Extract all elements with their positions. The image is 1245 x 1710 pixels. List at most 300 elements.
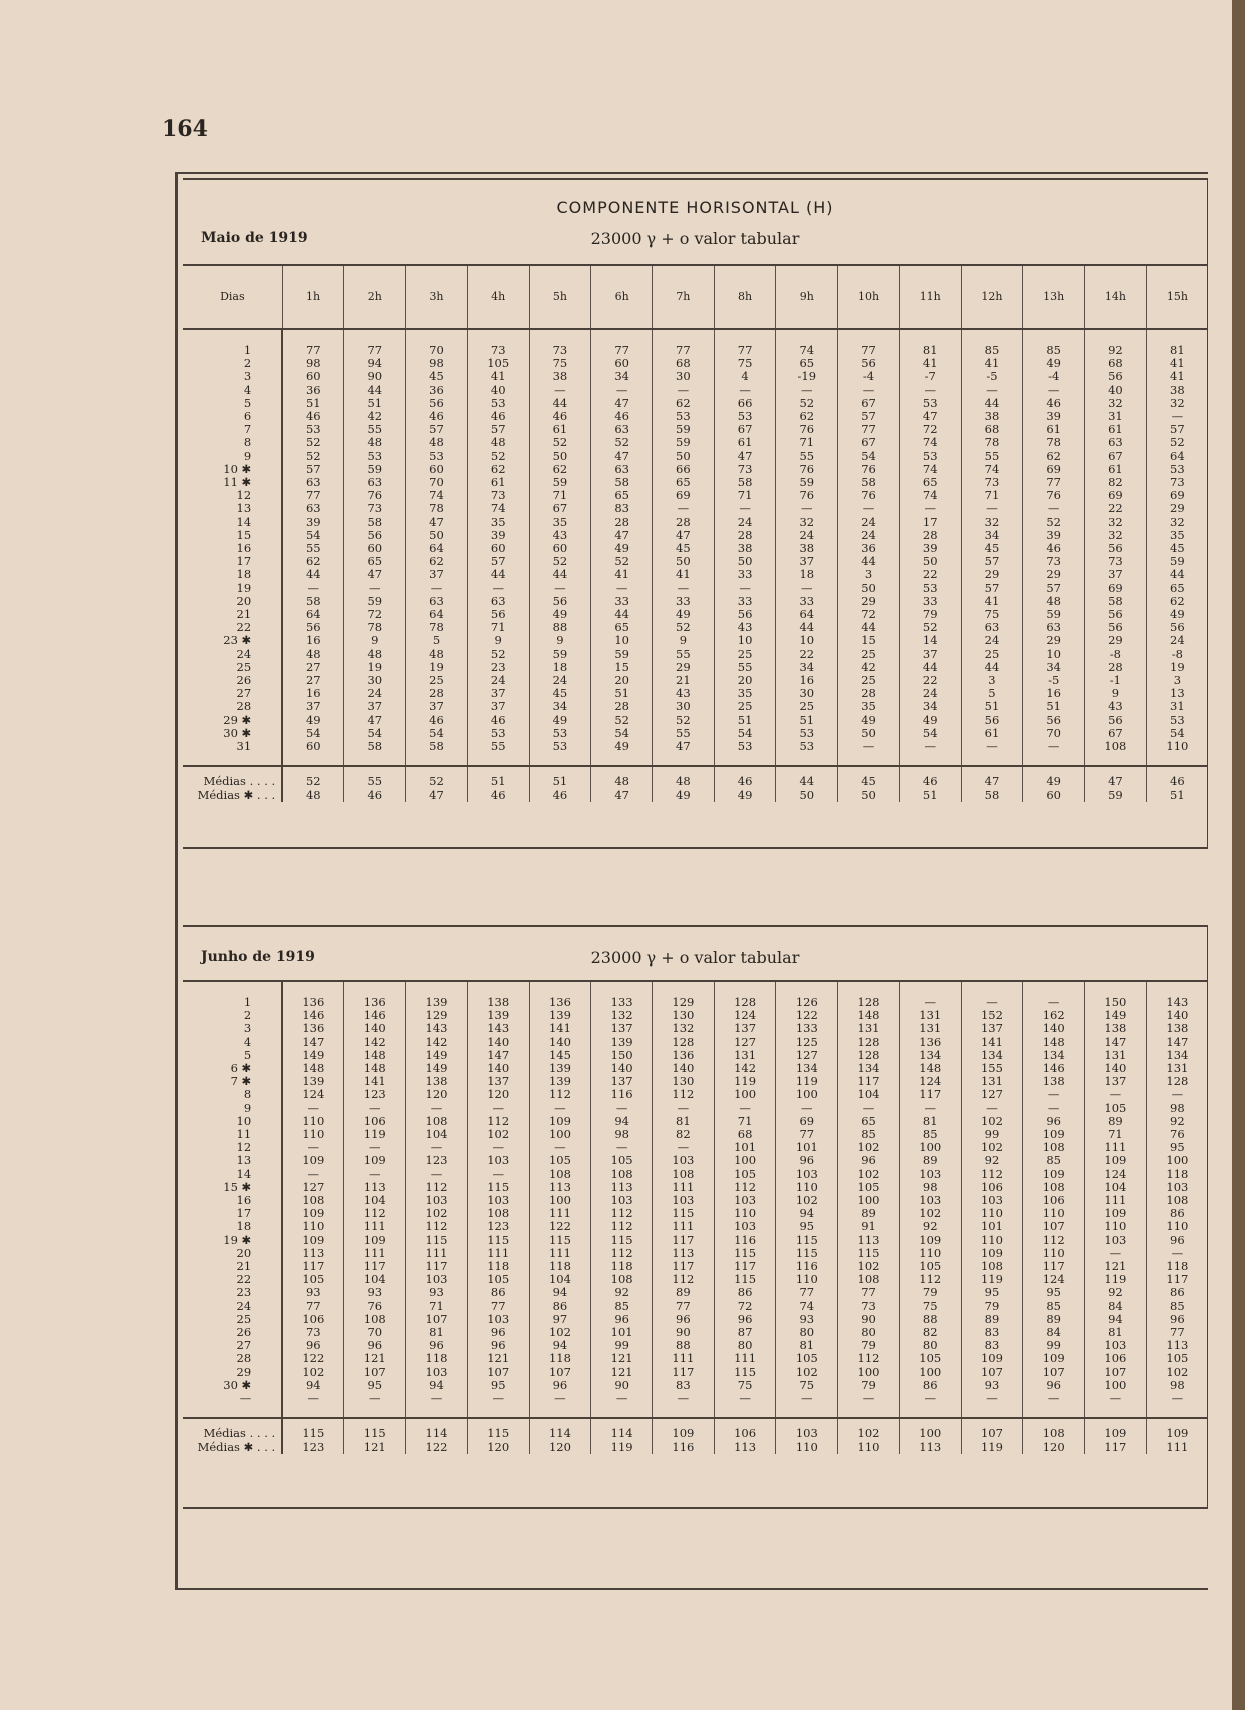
value-cell: 112 xyxy=(1023,1234,1085,1247)
averages-row xyxy=(183,1418,1208,1440)
value-cell: 85 xyxy=(1023,329,1085,357)
value-cell: 53 xyxy=(776,740,838,766)
table-row xyxy=(183,436,1208,449)
value-cell: 92 xyxy=(1085,329,1147,357)
value-cell: 58 xyxy=(714,476,776,489)
value-cell: 52 xyxy=(591,555,653,568)
value-cell: 41 xyxy=(961,357,1023,370)
average-cell: 46 xyxy=(899,766,961,788)
value-cell: 52 xyxy=(591,436,653,449)
value-cell: 142 xyxy=(406,1036,468,1049)
value-cell: 73 xyxy=(1085,555,1147,568)
value-cell: 64 xyxy=(1170,449,1185,463)
value-cell: 103 xyxy=(406,1194,468,1207)
value-cell: 63 xyxy=(344,476,406,489)
value-cell: 49 xyxy=(591,740,653,766)
value-cell: 109 xyxy=(1023,1352,1085,1365)
value-cell: 112 xyxy=(714,1181,776,1194)
value-cell: 102 xyxy=(529,1326,591,1339)
day-cell: 15 xyxy=(183,529,282,542)
value-cell: 110 xyxy=(961,1234,1023,1247)
value-cell: 126 xyxy=(776,981,838,1009)
value-cell: 35 xyxy=(529,516,591,529)
value-cell: 63 xyxy=(591,423,653,436)
value-cell: 117 xyxy=(1023,1260,1085,1273)
value-cell: 63 xyxy=(467,595,529,608)
value-cell: 137 xyxy=(961,1022,1023,1035)
value-cell: 139 xyxy=(282,1075,344,1088)
average-cell: 46 xyxy=(1146,766,1208,788)
value-cell: 146 xyxy=(344,1009,406,1022)
table-row xyxy=(183,1392,1208,1418)
value-cell: 131 xyxy=(1166,1062,1189,1076)
value-cell: 72 xyxy=(714,1300,776,1313)
value-cell: 86 xyxy=(1170,1207,1185,1221)
value-cell: 115 xyxy=(776,1234,838,1247)
value-cell: 50 xyxy=(838,582,900,595)
day-cell: 17 xyxy=(183,555,282,568)
value-cell: 46 xyxy=(1023,542,1085,555)
value-cell: 74 xyxy=(406,489,468,502)
value-cell: 96 xyxy=(714,1313,776,1326)
value-cell: 51 xyxy=(961,700,1023,713)
table-row xyxy=(183,1088,1208,1101)
table-row xyxy=(183,410,1208,423)
table-row xyxy=(183,450,1208,463)
table-row xyxy=(183,476,1208,489)
day-cell: 28 xyxy=(183,1352,282,1365)
value-cell: 110 xyxy=(282,1128,344,1141)
day-cell: 19 ✱ xyxy=(183,1234,282,1247)
value-cell: 62 xyxy=(776,410,838,423)
value-cell: 142 xyxy=(344,1036,406,1049)
value-cell: 24 xyxy=(529,674,591,687)
value-cell: 137 xyxy=(1085,1075,1147,1088)
value-cell: 57 xyxy=(838,410,900,423)
value-cell: 91 xyxy=(838,1220,900,1233)
value-cell: 56 xyxy=(1023,714,1085,727)
value-cell: -4 xyxy=(838,370,900,383)
average-cell: 52 xyxy=(406,766,468,788)
value-cell: 59 xyxy=(776,476,838,489)
value-cell: 50 xyxy=(529,450,591,463)
value-cell: 136 xyxy=(899,1036,961,1049)
table-row xyxy=(183,1247,1208,1260)
value-cell: 41 xyxy=(467,370,529,383)
value-cell: 34 xyxy=(899,700,961,713)
table-row xyxy=(183,463,1208,476)
value-cell: 52 xyxy=(282,450,344,463)
table-row xyxy=(183,1286,1208,1299)
value-cell: 56 xyxy=(1085,608,1147,621)
value-cell: 103 xyxy=(467,1313,529,1326)
average-cell: 114 xyxy=(406,1418,468,1440)
value-cell: 85 xyxy=(838,1128,900,1141)
value-cell: 22 xyxy=(776,648,838,661)
value-cell: 20 xyxy=(591,674,653,687)
value-cell: 109 xyxy=(529,1115,591,1128)
value-cell: 43 xyxy=(1085,700,1147,713)
value-cell: 103 xyxy=(406,1366,468,1379)
value-cell: 65 xyxy=(653,476,715,489)
value-cell: 80 xyxy=(776,1326,838,1339)
value-cell: 18 xyxy=(529,661,591,674)
value-cell: 87 xyxy=(714,1326,776,1339)
header-hour: 6h xyxy=(591,265,653,329)
value-cell: 22 xyxy=(899,568,961,581)
value-cell: 104 xyxy=(344,1194,406,1207)
value-cell: 118 xyxy=(1166,1260,1189,1274)
value-cell: 28 xyxy=(838,687,900,700)
value-cell: 61 xyxy=(529,423,591,436)
average-cell: 123 xyxy=(282,1441,344,1454)
value-cell: 86 xyxy=(467,1286,529,1299)
value-cell: 58 xyxy=(344,516,406,529)
value-cell: 38 xyxy=(1170,383,1185,397)
day-cell: 29 ✱ xyxy=(183,714,282,727)
value-cell: 134 xyxy=(899,1049,961,1062)
value-cell: 19 xyxy=(1170,660,1185,674)
value-cell: 76 xyxy=(776,489,838,502)
table-row xyxy=(183,1049,1208,1062)
value-cell: 67 xyxy=(1085,727,1147,740)
average-cell: 51 xyxy=(529,766,591,788)
average-cell: 102 xyxy=(838,1418,900,1440)
value-cell: 96 xyxy=(1023,1379,1085,1392)
value-cell: 24 xyxy=(1170,634,1185,648)
table-row xyxy=(183,687,1208,700)
table-row xyxy=(183,1154,1208,1167)
value-cell: 102 xyxy=(467,1128,529,1141)
value-cell: 95 xyxy=(1170,1141,1185,1155)
value-cell: 109 xyxy=(344,1234,406,1247)
value-cell: 41 xyxy=(591,568,653,581)
value-cell: 86 xyxy=(899,1379,961,1392)
value-cell: 52 xyxy=(776,397,838,410)
average-cell: 120 xyxy=(1023,1441,1085,1454)
value-cell: 74 xyxy=(899,463,961,476)
day-cell: 18 xyxy=(183,568,282,581)
value-cell: 30 xyxy=(776,687,838,700)
value-cell: 129 xyxy=(653,981,715,1009)
value-cell: 37 xyxy=(467,700,529,713)
value-cell: 53 xyxy=(714,410,776,423)
value-cell: 137 xyxy=(591,1022,653,1035)
value-cell: 143 xyxy=(406,1022,468,1035)
value-cell: 60 xyxy=(467,542,529,555)
value-cell: -8 xyxy=(1085,648,1147,661)
value-cell: 140 xyxy=(591,1062,653,1075)
average-cell: 106 xyxy=(714,1418,776,1440)
value-cell: 14 xyxy=(899,634,961,647)
value-cell: 39 xyxy=(282,516,344,529)
value-cell: 55 xyxy=(344,423,406,436)
value-cell: 54 xyxy=(838,450,900,463)
value-cell: 143 xyxy=(467,1022,529,1035)
table-row xyxy=(183,1352,1208,1365)
value-cell: 40 xyxy=(1085,384,1147,397)
value-cell: 108 xyxy=(1166,1194,1189,1208)
value-cell: 73 xyxy=(1023,555,1085,568)
value-cell: 109 xyxy=(1023,1168,1085,1181)
value-cell: 41 xyxy=(653,568,715,581)
value-cell: 85 xyxy=(1170,1299,1185,1313)
value-cell: 48 xyxy=(344,436,406,449)
value-cell: 103 xyxy=(714,1194,776,1207)
value-cell: 48 xyxy=(1023,595,1085,608)
value-cell: 106 xyxy=(344,1115,406,1128)
table-row xyxy=(183,1260,1208,1273)
value-cell: 65 xyxy=(344,555,406,568)
value-cell: 88 xyxy=(529,621,591,634)
value-cell: 25 xyxy=(714,700,776,713)
value-cell: 95 xyxy=(344,1379,406,1392)
table-row xyxy=(183,595,1208,608)
value-cell: 110 xyxy=(1085,1220,1147,1233)
value-cell: — xyxy=(467,1141,529,1154)
value-cell: 56 xyxy=(1170,621,1185,635)
value-cell: 96 xyxy=(591,1313,653,1326)
value-cell: — xyxy=(406,1141,468,1154)
value-cell: 100 xyxy=(838,1366,900,1379)
header-dias: Dias xyxy=(183,265,282,329)
value-cell: 94 xyxy=(1085,1313,1147,1326)
value-cell: 48 xyxy=(406,648,468,661)
table-row xyxy=(183,502,1208,515)
value-cell: 103 xyxy=(1166,1180,1189,1194)
average-cell: 52 xyxy=(282,766,344,788)
value-cell: 77 xyxy=(1170,1326,1185,1340)
value-cell: 36 xyxy=(282,384,344,397)
value-cell: 108 xyxy=(591,1273,653,1286)
value-cell: 109 xyxy=(1023,1128,1085,1141)
day-cell: 20 xyxy=(183,595,282,608)
value-cell: 80 xyxy=(838,1326,900,1339)
value-cell: 42 xyxy=(344,410,406,423)
value-cell: 25 xyxy=(838,674,900,687)
value-cell: 115 xyxy=(406,1234,468,1247)
table-row xyxy=(183,740,1208,766)
average-cell: 45 xyxy=(838,766,900,788)
table-row xyxy=(183,582,1208,595)
value-cell: 117 xyxy=(714,1260,776,1273)
value-cell: 84 xyxy=(1023,1326,1085,1339)
value-cell: — xyxy=(899,1102,961,1115)
value-cell: 64 xyxy=(282,608,344,621)
value-cell: 103 xyxy=(591,1194,653,1207)
value-cell: 102 xyxy=(899,1207,961,1220)
value-cell: 112 xyxy=(899,1273,961,1286)
value-cell: 92 xyxy=(1085,1286,1147,1299)
value-cell: 61 xyxy=(467,476,529,489)
value-cell: 113 xyxy=(344,1181,406,1194)
value-cell: 111 xyxy=(1085,1141,1147,1154)
value-cell: — xyxy=(282,582,344,595)
value-cell: 49 xyxy=(529,714,591,727)
page-number: 164 xyxy=(162,116,208,142)
day-cell: 27 xyxy=(183,687,282,700)
value-cell: 138 xyxy=(406,1075,468,1088)
value-cell: 88 xyxy=(653,1339,715,1352)
value-cell: 105 xyxy=(529,1154,591,1167)
value-cell: 60 xyxy=(282,370,344,383)
june-table xyxy=(183,980,1208,1454)
value-cell: 118 xyxy=(467,1260,529,1273)
value-cell: 53 xyxy=(467,397,529,410)
value-cell: 94 xyxy=(529,1286,591,1299)
value-cell: 107 xyxy=(961,1366,1023,1379)
day-cell: 27 xyxy=(183,1339,282,1352)
value-cell: 13 xyxy=(1170,687,1185,701)
value-cell: 100 xyxy=(1166,1154,1189,1168)
value-cell: 113 xyxy=(591,1181,653,1194)
value-cell: — xyxy=(1023,384,1085,397)
value-cell: 63 xyxy=(406,595,468,608)
value-cell: 113 xyxy=(1166,1339,1189,1353)
averages-row xyxy=(183,1441,1208,1454)
value-cell: 83 xyxy=(591,502,653,515)
value-cell: 103 xyxy=(776,1168,838,1181)
value-cell: 138 xyxy=(1023,1075,1085,1088)
value-cell: 134 xyxy=(1023,1049,1085,1062)
value-cell: 76 xyxy=(776,463,838,476)
value-cell: 128 xyxy=(653,1036,715,1049)
value-cell: 112 xyxy=(406,1220,468,1233)
average-cell: 46 xyxy=(529,789,591,802)
value-cell: 130 xyxy=(653,1075,715,1088)
value-cell: 94 xyxy=(776,1207,838,1220)
table-row xyxy=(183,727,1208,740)
table-row xyxy=(183,1022,1208,1035)
value-cell: 85 xyxy=(1023,1154,1085,1167)
header-hour: 10h xyxy=(838,265,900,329)
value-cell: 110 xyxy=(282,1115,344,1128)
averages-label: Médias . . . . xyxy=(183,766,282,788)
value-cell: — xyxy=(1023,981,1085,1009)
value-cell: 115 xyxy=(467,1181,529,1194)
value-cell: 108 xyxy=(653,1168,715,1181)
average-cell: 119 xyxy=(591,1441,653,1454)
value-cell: 96 xyxy=(653,1313,715,1326)
value-cell: 60 xyxy=(529,542,591,555)
value-cell: 104 xyxy=(406,1128,468,1141)
table-row xyxy=(183,1234,1208,1247)
value-cell: 36 xyxy=(838,542,900,555)
value-cell: 111 xyxy=(653,1220,715,1233)
value-cell: 61 xyxy=(1085,423,1147,436)
value-cell: 136 xyxy=(282,981,344,1009)
average-cell: 48 xyxy=(591,766,653,788)
value-cell: 58 xyxy=(406,740,468,766)
value-cell: 113 xyxy=(838,1234,900,1247)
value-cell: 96 xyxy=(776,1154,838,1167)
value-cell: 37 xyxy=(1085,568,1147,581)
value-cell: 110 xyxy=(714,1207,776,1220)
average-cell: 47 xyxy=(1085,766,1147,788)
value-cell: 117 xyxy=(899,1088,961,1101)
value-cell: 33 xyxy=(653,595,715,608)
value-cell: 35 xyxy=(714,687,776,700)
june-section xyxy=(183,925,1208,1509)
value-cell: 46 xyxy=(282,410,344,423)
value-cell: 74 xyxy=(899,489,961,502)
value-cell: 96 xyxy=(838,1154,900,1167)
value-cell: 149 xyxy=(1085,1009,1147,1022)
value-cell: 45 xyxy=(406,370,468,383)
value-cell: 29 xyxy=(838,595,900,608)
value-cell: 71 xyxy=(714,1115,776,1128)
value-cell: 80 xyxy=(899,1339,961,1352)
value-cell: 28 xyxy=(591,516,653,529)
average-cell: 113 xyxy=(714,1441,776,1454)
value-cell: 52 xyxy=(653,621,715,634)
value-cell: 63 xyxy=(282,502,344,515)
average-cell: 49 xyxy=(653,789,715,802)
value-cell: — xyxy=(838,740,900,766)
average-cell: 46 xyxy=(714,766,776,788)
value-cell: 140 xyxy=(1166,1009,1189,1023)
value-cell: 66 xyxy=(714,397,776,410)
value-cell: 57 xyxy=(961,582,1023,595)
value-cell: — xyxy=(776,582,838,595)
value-cell: 29 xyxy=(1023,568,1085,581)
value-cell: 59 xyxy=(529,648,591,661)
value-cell: 89 xyxy=(838,1207,900,1220)
value-cell: 4 xyxy=(714,370,776,383)
value-cell: 81 xyxy=(1085,1326,1147,1339)
value-cell: 38 xyxy=(714,542,776,555)
value-cell: 68 xyxy=(653,357,715,370)
value-cell: 121 xyxy=(1085,1260,1147,1273)
value-cell: 90 xyxy=(591,1379,653,1392)
value-cell: 49 xyxy=(1170,608,1185,622)
value-cell: 50 xyxy=(714,555,776,568)
value-cell: 74 xyxy=(776,1300,838,1313)
value-cell: 35 xyxy=(838,700,900,713)
value-cell: 68 xyxy=(961,423,1023,436)
value-cell: 77 xyxy=(653,1300,715,1313)
value-cell: 62 xyxy=(653,397,715,410)
value-cell: 75 xyxy=(529,357,591,370)
average-cell: 109 xyxy=(1146,1418,1208,1440)
value-cell: 108 xyxy=(961,1260,1023,1273)
value-cell: 148 xyxy=(1023,1036,1085,1049)
average-cell: 120 xyxy=(529,1441,591,1454)
value-cell: 101 xyxy=(776,1141,838,1154)
value-cell: 112 xyxy=(838,1352,900,1365)
averages-row xyxy=(183,766,1208,788)
value-cell: 39 xyxy=(899,542,961,555)
value-cell: 69 xyxy=(1170,489,1185,503)
value-cell: 10 xyxy=(1023,648,1085,661)
value-cell: 146 xyxy=(282,1009,344,1022)
may-section xyxy=(183,178,1208,849)
value-cell: 34 xyxy=(776,661,838,674)
value-cell: 33 xyxy=(714,595,776,608)
average-cell: 50 xyxy=(838,789,900,802)
value-cell: — xyxy=(344,1141,406,1154)
value-cell: 117 xyxy=(653,1260,715,1273)
value-cell: 49 xyxy=(838,714,900,727)
value-cell: — xyxy=(1085,1392,1147,1418)
value-cell: 92 xyxy=(1170,1114,1185,1128)
table-row xyxy=(183,1207,1208,1220)
header-hour: 7h xyxy=(653,265,715,329)
day-cell: 24 xyxy=(183,1300,282,1313)
value-cell: 100 xyxy=(899,1141,961,1154)
value-cell: 65 xyxy=(591,489,653,502)
value-cell: 44 xyxy=(344,384,406,397)
